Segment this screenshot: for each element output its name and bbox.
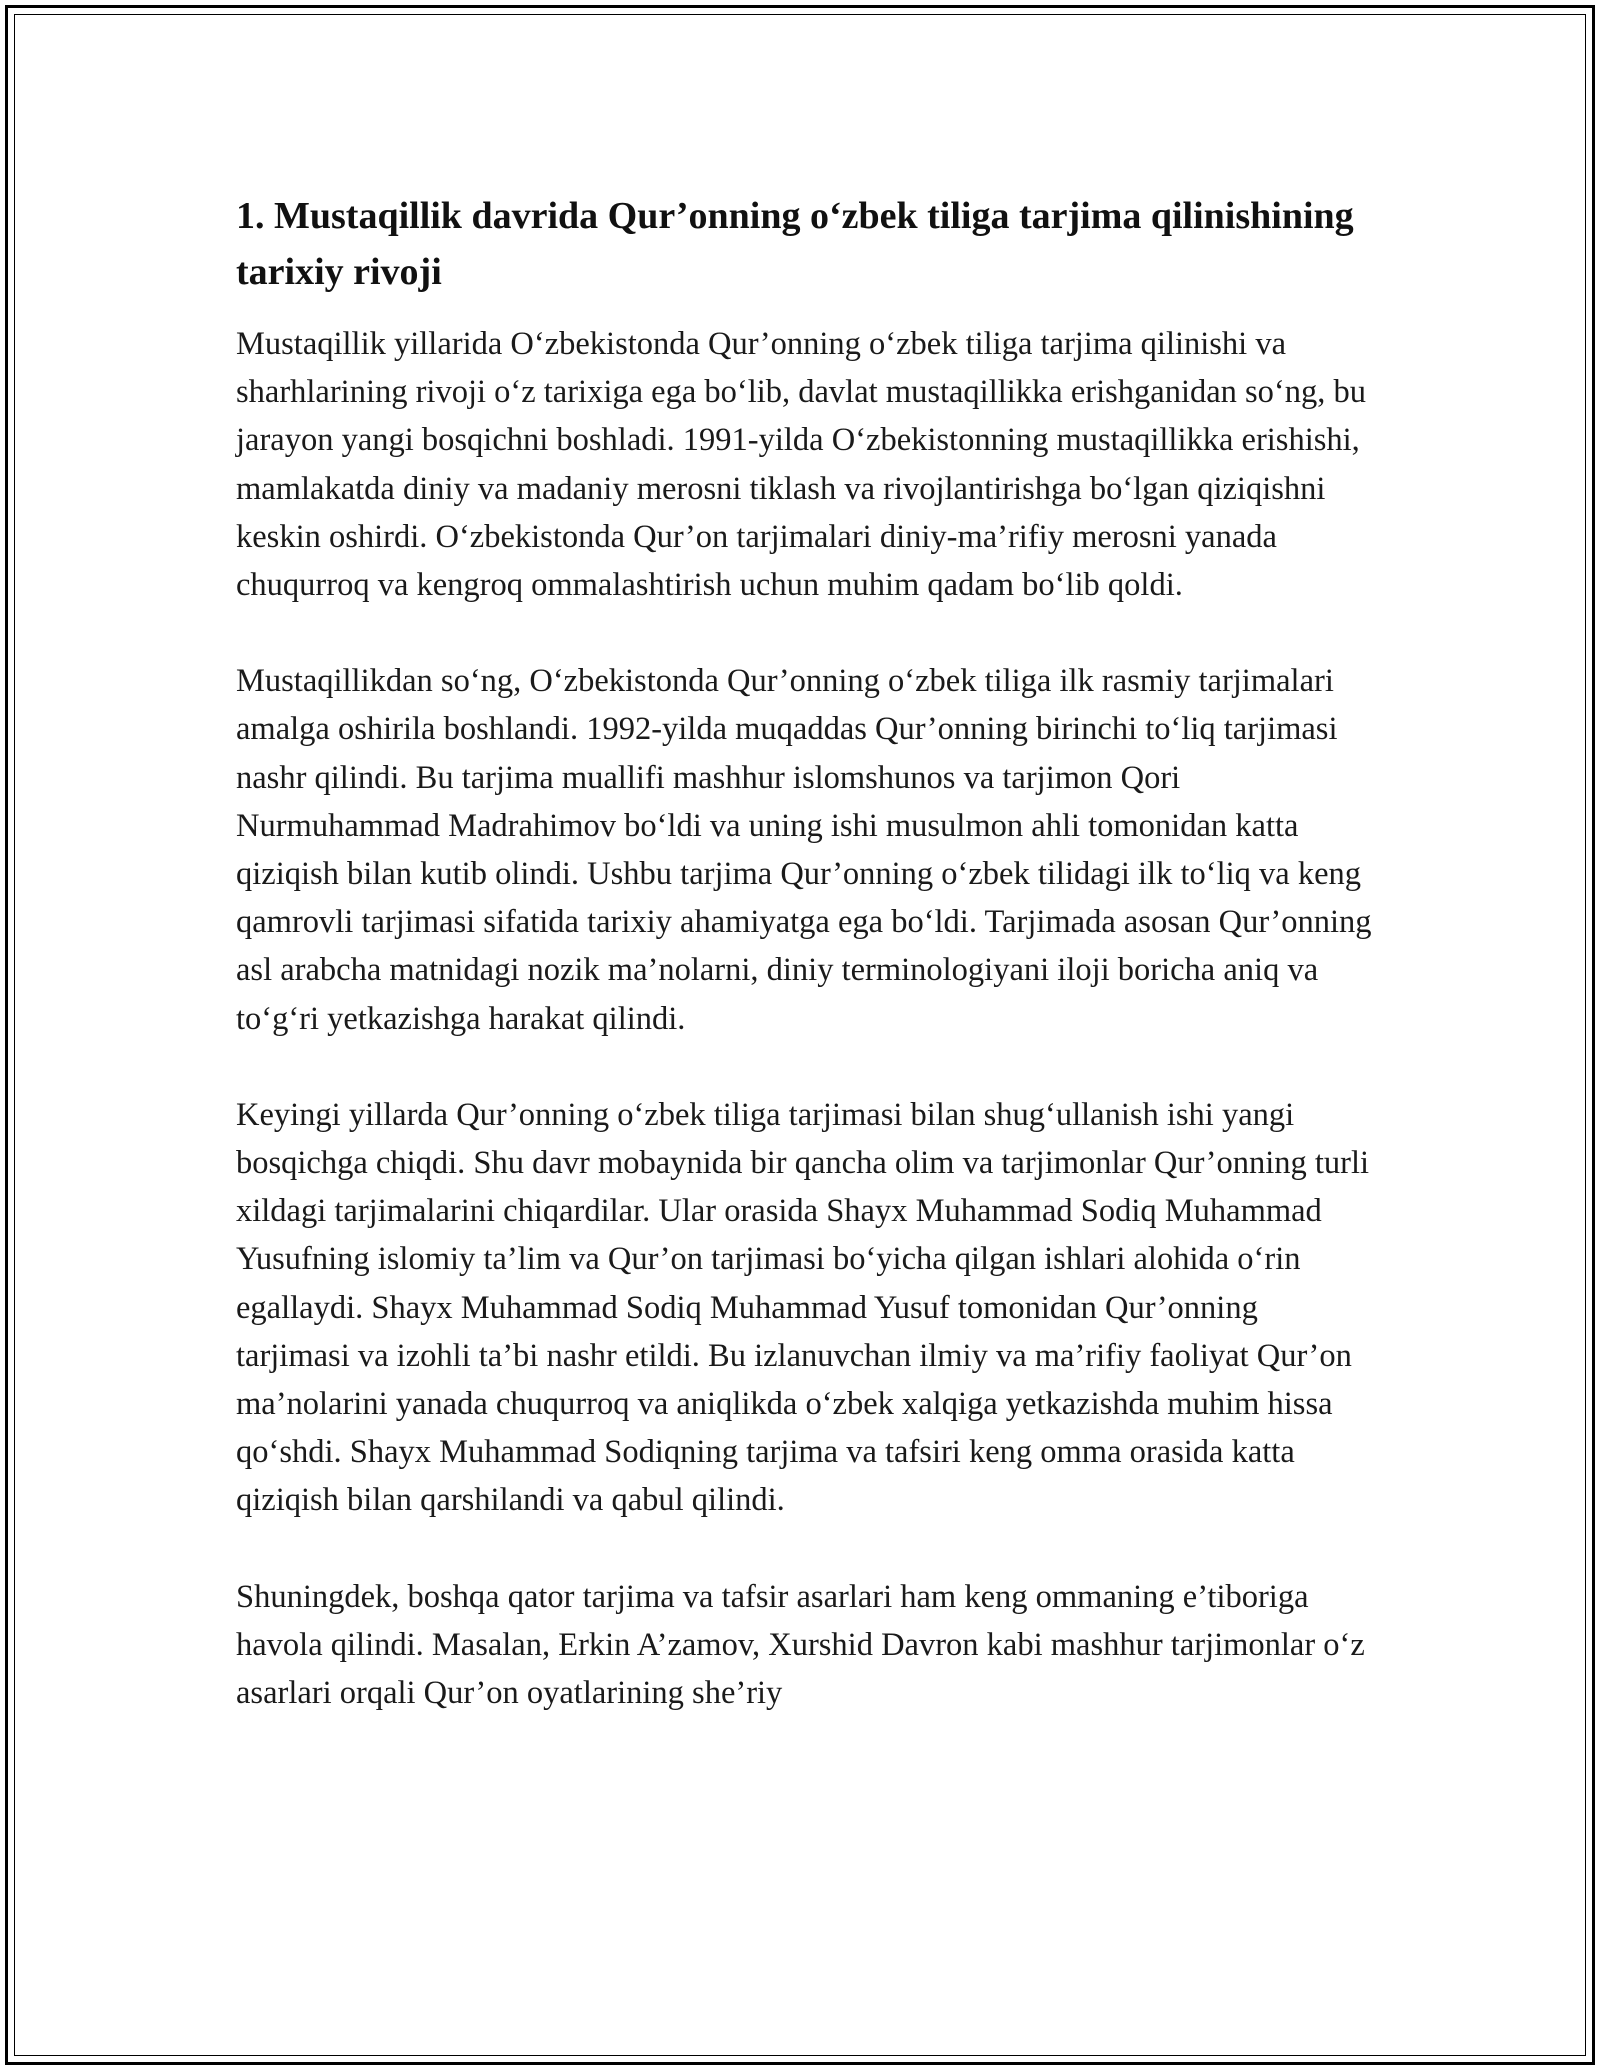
paragraph-2: Mustaqillikdan so‘ng, O‘zbekistonda Qur’onning o‘zbek tiliga ilk rasmiy tarjimalari amalga oshirila boshlandi. 1992-yilda muqaddas Qur’onning birinchi to‘liq tarjimasi nashr qilindi. Bu tarjima muallifi mashhur islomshunos va tarjimon Qori Nurmuhammad Madrahimov bo‘ldi va uning ishi musulmon ahli tomonidan katta qiziqish bilan kutib olindi. Ushbu tarjima Qur’onning o‘zbek tilidagi ilk to‘liq va keng qamrovli tarjimasi sifatida tarixiy ahamiyatga ega bo‘ldi. Tarjimada asosan Qur’onning asl arabcha matnidagi nozik ma’nolarni, diniy terminologiyani iloji boricha aniq va to‘g‘ri yetkazishga harakat qilindi. — [236, 663, 1372, 1037]
paragraph-3: Keyingi yillarda Qur’onning o‘zbek tiliga tarjimasi bilan shug‘ullanish ishi yangi bosqichga chiqdi. Shu davr mobaynida bir qancha olim va tarjimonlar Qur’onning turli xildagi tarjimalarini chiqardilar. Ular orasida Shayx Muhammad Sodiq Muhammad Yusufning islomiy ta’lim va Qur’on tarjimasi bo‘yicha qilgan ishlari alohida o‘rin egallaydi. Shayx Muhammad Sodiq Muhammad Yusuf tomonidan Qur’onning tarjimasi va izohli ta’bi nashr etildi. Bu izlanuvchan ilmiy va ma’rifiy faoliyat Qur’on ma’nolarini yanada chuqurroq va aniqlikda o‘zbek xalqiga yetkazishda muhim hissa qo‘shdi. Shayx Muhammad Sodiqning tarjima va tafsiri keng omma orasida katta qiziqish bilan qarshilandi va qabul qilindi. — [236, 1096, 1370, 1519]
paragraph-4: Shuningdek, boshqa qator tarjima va tafsir asarlari ham keng ommaning e’tiboriga havola qilindi. Masalan, Erkin A’zamov, Xurshid Davron kabi mashhur tarjimonlar o‘z asarlari orqali Qur’on oyatlarining she’riy — [236, 1578, 1365, 1712]
document-body — [236, 188, 1376, 1765]
paragraph-1: Mustaqillik yillarida O‘zbekistonda Qur’onning o‘zbek tiliga tarjima qilinishi va sharhlarining rivoji o‘z tarixiga ega bo‘lib, davlat mustaqillikka erishganidan so‘ng, bu jarayon yangi bosqichni boshladi. 1991-yilda O‘zbekistonning mustaqillikka erishishi, mamlakatda diniy va madaniy merosni tiklash va rivojlantirishga bo‘lgan qiziqishni keskin oshirdi. O‘zbekistonda Qur’on tarjimalari diniy-ma’rifiy merosni yanada chuqurroq va kengroq ommalashtirish uchun muhim qadam bo‘lib qoldi. — [236, 326, 1366, 604]
section-heading: 1. Mustaqillik davrida Qur’onning o‘zbek tiliga tarjima qilinishining tarixiy rivoji — [236, 195, 1354, 293]
